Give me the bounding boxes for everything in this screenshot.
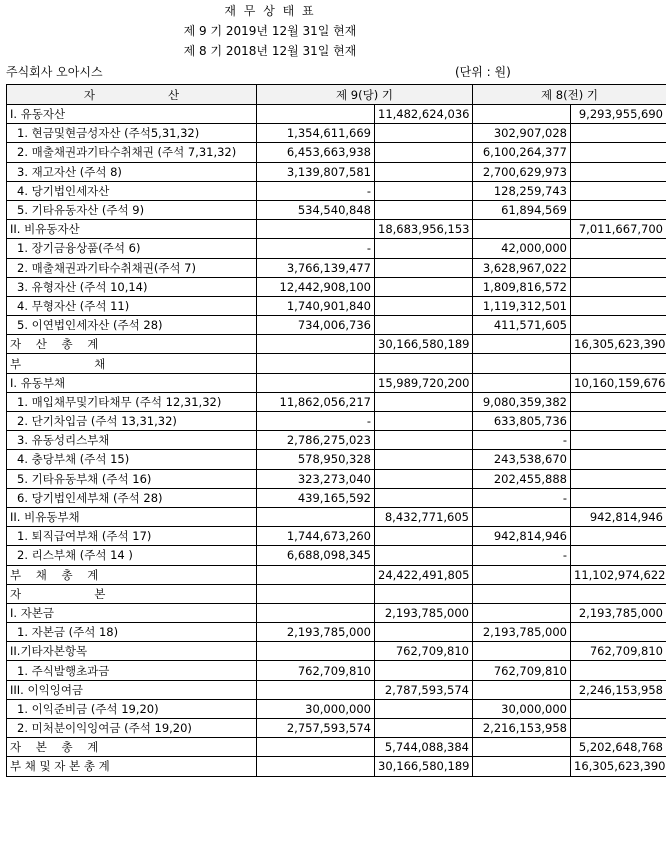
- prior-detail-amount: [473, 220, 571, 239]
- account-column-header: 자 산: [7, 85, 257, 105]
- prior-subtotal-amount: [571, 181, 666, 200]
- prior-detail-amount: [473, 603, 571, 622]
- current-subtotal-amount: [375, 143, 473, 162]
- table-row: [7, 507, 666, 526]
- prior-detail-amount: 128,259,743: [473, 181, 571, 200]
- current-detail-amount: 3,766,139,477: [257, 258, 375, 277]
- prior-subtotal-amount: [571, 162, 666, 181]
- current-subtotal-amount: 30,166,580,189: [375, 335, 473, 354]
- account-label: 1. 퇴직급여부채 (주석 17): [7, 527, 257, 546]
- prior-subtotal-amount: 942,814,946: [571, 507, 666, 526]
- table-row: [7, 335, 666, 354]
- table-row: [7, 239, 666, 258]
- current-detail-amount: [257, 642, 375, 661]
- prior-detail-amount: [473, 373, 571, 392]
- current-subtotal-amount: [375, 354, 473, 373]
- account-label: 2. 미처분이익잉여금 (주석 19,20): [7, 719, 257, 738]
- table-row: [7, 296, 666, 315]
- prior-subtotal-amount: [571, 354, 666, 373]
- account-label: 2. 단기차입금 (주석 13,31,32): [7, 412, 257, 431]
- prior-subtotal-amount: [571, 719, 666, 738]
- table-row: [7, 124, 666, 143]
- prior-detail-amount: -: [473, 488, 571, 507]
- table-row: [7, 354, 666, 373]
- current-subtotal-amount: [375, 277, 473, 296]
- account-label: 3. 재고자산 (주석 8): [7, 162, 257, 181]
- table-row: [7, 105, 666, 124]
- account-label: I. 유동자산: [7, 105, 257, 124]
- current-subtotal-amount: [375, 527, 473, 546]
- account-label: 1. 자본금 (주석 18): [7, 623, 257, 642]
- account-label: 4. 무형자산 (주석 11): [7, 296, 257, 315]
- table-row: [7, 642, 666, 661]
- prior-subtotal-amount: [571, 296, 666, 315]
- prior-detail-amount: 2,700,629,973: [473, 162, 571, 181]
- document-title: 재 무 상 태 표: [224, 4, 316, 18]
- current-detail-amount: 6,453,663,938: [257, 143, 375, 162]
- table-row: [7, 316, 666, 335]
- account-label: 3. 유동성리스부채: [7, 431, 257, 450]
- prior-subtotal-amount: [571, 277, 666, 296]
- prior-detail-amount: [473, 335, 571, 354]
- account-label: 4. 충당부채 (주석 15): [7, 450, 257, 469]
- current-detail-amount: [257, 335, 375, 354]
- current-subtotal-amount: 762,709,810: [375, 642, 473, 661]
- current-subtotal-amount: [375, 699, 473, 718]
- prior-detail-amount: 30,000,000: [473, 699, 571, 718]
- account-label: 2. 매출채권과기타수취채권(주석 7): [7, 258, 257, 277]
- current-detail-amount: 734,006,736: [257, 316, 375, 335]
- table-body: [7, 105, 666, 777]
- prior-subtotal-amount: [571, 431, 666, 450]
- prior-subtotal-amount: [571, 239, 666, 258]
- current-detail-amount: 762,709,810: [257, 661, 375, 680]
- current-subtotal-amount: [375, 412, 473, 431]
- current-detail-amount: [257, 603, 375, 622]
- prior-subtotal-amount: 7,011,667,700: [571, 220, 666, 239]
- current-detail-amount: -: [257, 181, 375, 200]
- current-detail-amount: 578,950,328: [257, 450, 375, 469]
- account-label: 부 채: [7, 354, 257, 373]
- current-subtotal-amount: [375, 200, 473, 219]
- table-row: [7, 412, 666, 431]
- table-row: [7, 162, 666, 181]
- current-detail-amount: 2,786,275,023: [257, 431, 375, 450]
- prior-detail-amount: 202,455,888: [473, 469, 571, 488]
- period-prior-line: 제 8 기 2018년 12월 31일 현재: [183, 44, 357, 58]
- current-detail-amount: 323,273,040: [257, 469, 375, 488]
- unit-label: (단위 : 원): [455, 65, 511, 79]
- prior-subtotal-amount: 2,246,153,958: [571, 680, 666, 699]
- current-detail-amount: [257, 584, 375, 603]
- account-label: 4. 당기법인세자산: [7, 181, 257, 200]
- account-label: 1. 매입채무및기타채무 (주석 12,31,32): [7, 392, 257, 411]
- current-detail-amount: [257, 680, 375, 699]
- current-subtotal-amount: [375, 181, 473, 200]
- prior-subtotal-amount: [571, 143, 666, 162]
- current-detail-amount: [257, 354, 375, 373]
- current-detail-amount: [257, 507, 375, 526]
- account-label: III. 이익잉여금: [7, 680, 257, 699]
- current-subtotal-amount: 24,422,491,805: [375, 565, 473, 584]
- prior-detail-amount: 942,814,946: [473, 527, 571, 546]
- current-subtotal-amount: 2,193,785,000: [375, 603, 473, 622]
- table-row: [7, 258, 666, 277]
- prior-subtotal-amount: [571, 412, 666, 431]
- account-label: 5. 기타유동부채 (주석 16): [7, 469, 257, 488]
- current-subtotal-amount: [375, 296, 473, 315]
- current-subtotal-amount: [375, 719, 473, 738]
- prior-detail-amount: [473, 354, 571, 373]
- period-current-line: 제 9 기 2019년 12월 31일 현재: [183, 24, 357, 38]
- table-row: [7, 565, 666, 584]
- prior-subtotal-amount: 16,305,623,390: [571, 335, 666, 354]
- current-detail-amount: [257, 738, 375, 757]
- prior-detail-amount: 3,628,967,022: [473, 258, 571, 277]
- prior-subtotal-amount: 762,709,810: [571, 642, 666, 661]
- current-detail-amount: 6,688,098,345: [257, 546, 375, 565]
- current-subtotal-amount: [375, 162, 473, 181]
- account-label: 1. 주식발행초과금: [7, 661, 257, 680]
- current-subtotal-amount: [375, 239, 473, 258]
- prior-detail-amount: 633,805,736: [473, 412, 571, 431]
- account-label: 2. 리스부채 (주석 14 ): [7, 546, 257, 565]
- account-label: 1. 현금및현금성자산 (주석5,31,32): [7, 124, 257, 143]
- current-detail-amount: 12,442,908,100: [257, 277, 375, 296]
- prior-detail-amount: 6,100,264,377: [473, 143, 571, 162]
- prior-subtotal-amount: 11,102,974,622: [571, 565, 666, 584]
- table-row: [7, 220, 666, 239]
- table-row: [7, 738, 666, 757]
- prior-detail-amount: [473, 105, 571, 124]
- prior-subtotal-amount: 16,305,623,390: [571, 757, 666, 776]
- prior-subtotal-amount: [571, 699, 666, 718]
- current-detail-amount: 1,354,611,669: [257, 124, 375, 143]
- prior-subtotal-amount: 9,293,955,690: [571, 105, 666, 124]
- prior-detail-amount: [473, 680, 571, 699]
- current-subtotal-amount: 30,166,580,189: [375, 757, 473, 776]
- account-label: 부 채 총 계: [7, 565, 257, 584]
- current-subtotal-amount: [375, 431, 473, 450]
- current-subtotal-amount: 18,683,956,153: [375, 220, 473, 239]
- prior-detail-amount: 411,571,605: [473, 316, 571, 335]
- prior-detail-amount: [473, 584, 571, 603]
- current-detail-amount: [257, 220, 375, 239]
- prior-subtotal-amount: [571, 258, 666, 277]
- table-row: [7, 757, 666, 776]
- current-detail-amount: -: [257, 239, 375, 258]
- current-subtotal-amount: [375, 488, 473, 507]
- current-detail-amount: 11,862,056,217: [257, 392, 375, 411]
- table-row: [7, 603, 666, 622]
- current-detail-amount: 1,744,673,260: [257, 527, 375, 546]
- prior-subtotal-amount: [571, 488, 666, 507]
- prior-detail-amount: 302,907,028: [473, 124, 571, 143]
- table-row: [7, 546, 666, 565]
- table-row: [7, 373, 666, 392]
- prior-detail-amount: [473, 642, 571, 661]
- current-detail-amount: [257, 105, 375, 124]
- table-row: [7, 527, 666, 546]
- prior-detail-amount: 762,709,810: [473, 661, 571, 680]
- table-row: [7, 699, 666, 718]
- prior-detail-amount: 1,809,816,572: [473, 277, 571, 296]
- account-label: 5. 기타유동자산 (주석 9): [7, 200, 257, 219]
- balance-sheet-table: [6, 84, 666, 777]
- account-label: 1. 장기금융상품(주석 6): [7, 239, 257, 258]
- current-subtotal-amount: 15,989,720,200: [375, 373, 473, 392]
- table-row: [7, 488, 666, 507]
- table-row: [7, 392, 666, 411]
- prior-subtotal-amount: [571, 200, 666, 219]
- account-label: II.기타자본항목: [7, 642, 257, 661]
- prior-detail-amount: 61,894,569: [473, 200, 571, 219]
- table-row: [7, 661, 666, 680]
- current-subtotal-amount: 8,432,771,605: [375, 507, 473, 526]
- prior-detail-amount: [473, 738, 571, 757]
- prior-subtotal-amount: [571, 584, 666, 603]
- table-row: [7, 719, 666, 738]
- account-label: 3. 유형자산 (주석 10,14): [7, 277, 257, 296]
- current-subtotal-amount: [375, 258, 473, 277]
- current-subtotal-amount: 2,787,593,574: [375, 680, 473, 699]
- current-subtotal-amount: [375, 546, 473, 565]
- account-label: 2. 매출채권과기타수취채권 (주석 7,31,32): [7, 143, 257, 162]
- table-row: [7, 469, 666, 488]
- current-subtotal-amount: [375, 316, 473, 335]
- prior-detail-amount: [473, 757, 571, 776]
- account-label: I. 자본금: [7, 603, 257, 622]
- prior-detail-amount: [473, 565, 571, 584]
- table-row: [7, 431, 666, 450]
- prior-subtotal-amount: [571, 316, 666, 335]
- prior-detail-amount: 42,000,000: [473, 239, 571, 258]
- table-row: [7, 181, 666, 200]
- current-detail-amount: [257, 565, 375, 584]
- account-label: 부 채 및 자 본 총 계: [7, 757, 257, 776]
- table-row: [7, 143, 666, 162]
- account-label: 1. 이익준비금 (주석 19,20): [7, 699, 257, 718]
- current-detail-amount: 1,740,901,840: [257, 296, 375, 315]
- table-row: [7, 680, 666, 699]
- table-row: [7, 623, 666, 642]
- prior-subtotal-amount: [571, 124, 666, 143]
- prior-subtotal-amount: [571, 546, 666, 565]
- current-subtotal-amount: [375, 623, 473, 642]
- prior-detail-amount: 1,119,312,501: [473, 296, 571, 315]
- current-period-column-header: 제 9(당) 기: [257, 85, 473, 105]
- account-label: 자 산 총 계: [7, 335, 257, 354]
- account-label: 5. 이연법인세자산 (주석 28): [7, 316, 257, 335]
- current-detail-amount: [257, 373, 375, 392]
- table-header-row: [7, 85, 666, 105]
- current-detail-amount: [257, 757, 375, 776]
- company-name: 주식회사 오아시스: [6, 65, 103, 79]
- prior-subtotal-amount: [571, 623, 666, 642]
- account-label: II. 비유동자산: [7, 220, 257, 239]
- prior-detail-amount: -: [473, 431, 571, 450]
- current-subtotal-amount: 11,482,624,036: [375, 105, 473, 124]
- prior-subtotal-amount: 5,202,648,768: [571, 738, 666, 757]
- account-label: 6. 당기법인세부채 (주석 28): [7, 488, 257, 507]
- table-row: [7, 277, 666, 296]
- prior-subtotal-amount: [571, 392, 666, 411]
- prior-subtotal-amount: [571, 469, 666, 488]
- current-detail-amount: 30,000,000: [257, 699, 375, 718]
- current-detail-amount: -: [257, 412, 375, 431]
- prior-period-column-header: 제 8(전) 기: [473, 85, 666, 105]
- prior-detail-amount: [473, 507, 571, 526]
- current-subtotal-amount: [375, 392, 473, 411]
- current-subtotal-amount: 5,744,088,384: [375, 738, 473, 757]
- prior-subtotal-amount: [571, 661, 666, 680]
- account-label: II. 비유동부채: [7, 507, 257, 526]
- table-row: [7, 584, 666, 603]
- current-detail-amount: 534,540,848: [257, 200, 375, 219]
- account-label: 자 본: [7, 584, 257, 603]
- table-row: [7, 200, 666, 219]
- prior-detail-amount: 243,538,670: [473, 450, 571, 469]
- prior-subtotal-amount: [571, 527, 666, 546]
- current-detail-amount: 2,757,593,574: [257, 719, 375, 738]
- prior-detail-amount: -: [473, 546, 571, 565]
- current-detail-amount: 439,165,592: [257, 488, 375, 507]
- prior-subtotal-amount: [571, 450, 666, 469]
- table-row: [7, 450, 666, 469]
- account-label: I. 유동부채: [7, 373, 257, 392]
- prior-detail-amount: 9,080,359,382: [473, 392, 571, 411]
- account-label: 자 본 총 계: [7, 738, 257, 757]
- prior-detail-amount: 2,193,785,000: [473, 623, 571, 642]
- prior-subtotal-amount: 2,193,785,000: [571, 603, 666, 622]
- current-subtotal-amount: [375, 661, 473, 680]
- current-subtotal-amount: [375, 584, 473, 603]
- current-detail-amount: 3,139,807,581: [257, 162, 375, 181]
- prior-subtotal-amount: 10,160,159,676: [571, 373, 666, 392]
- current-subtotal-amount: [375, 469, 473, 488]
- prior-detail-amount: 2,216,153,958: [473, 719, 571, 738]
- current-detail-amount: 2,193,785,000: [257, 623, 375, 642]
- current-subtotal-amount: [375, 450, 473, 469]
- current-subtotal-amount: [375, 124, 473, 143]
